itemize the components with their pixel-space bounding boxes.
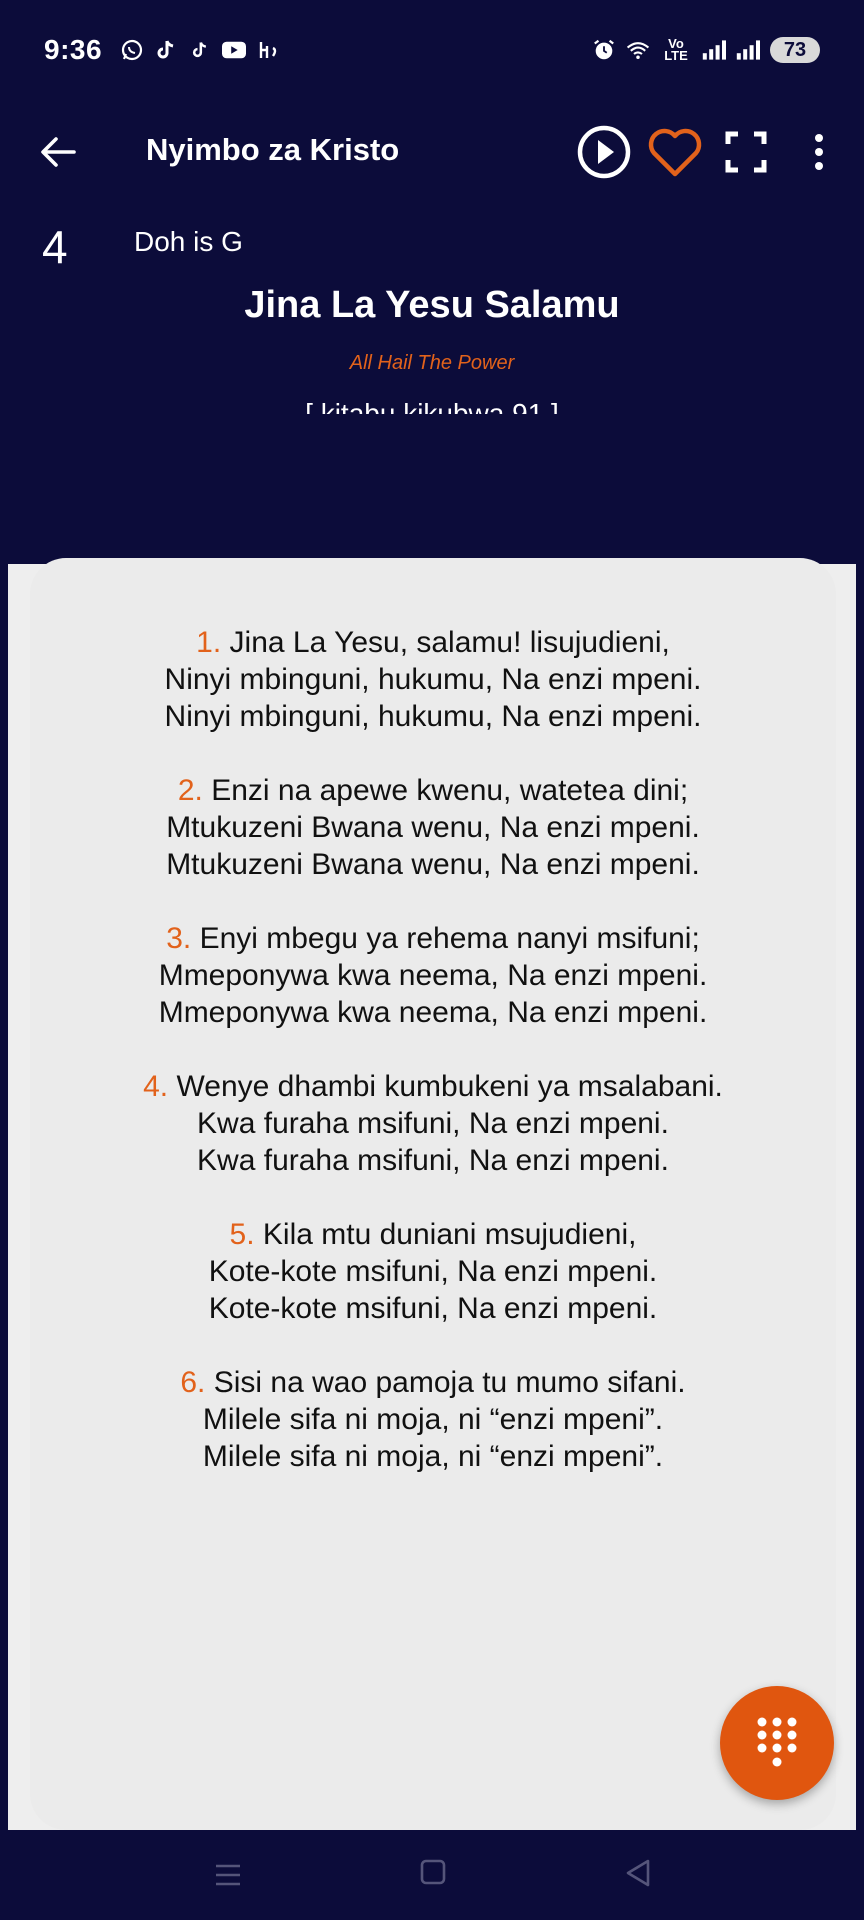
more-options-icon[interactable] bbox=[804, 130, 834, 174]
hymn-subtitle: All Hail The Power bbox=[349, 352, 515, 374]
system-nav-bar bbox=[0, 1830, 864, 1920]
alarm-icon bbox=[592, 38, 616, 62]
wifi-icon bbox=[626, 38, 650, 62]
nav-back-icon[interactable] bbox=[624, 1858, 652, 1888]
verse bbox=[30, 920, 836, 1031]
volte-indicator: Vo LTE bbox=[664, 36, 688, 63]
verse-line: Mmeponywa kwa neema, Na enzi mpeni. bbox=[158, 996, 708, 1029]
tiktok-icon bbox=[188, 38, 212, 62]
verse bbox=[30, 772, 836, 883]
verse-line: Sisi na wao pamoja tu mumo sifani. bbox=[213, 1366, 686, 1399]
verse-number: 4. bbox=[143, 1070, 169, 1103]
app-title: Nyimbo za Kristo bbox=[146, 132, 400, 167]
signal-icon bbox=[736, 38, 760, 62]
lyrics-card bbox=[30, 558, 836, 1830]
verse-line: Ninyi mbinguni, hukumu, Na enzi mpeni. bbox=[164, 700, 702, 733]
verse-number: 2. bbox=[177, 774, 203, 807]
status-time: 9:36 bbox=[44, 34, 103, 65]
verse-line: Mmeponywa kwa neema, Na enzi mpeni. bbox=[158, 959, 708, 992]
verse-line: Kote-kote msifuni, Na enzi mpeni. bbox=[208, 1255, 658, 1288]
system-status bbox=[592, 37, 820, 63]
fullscreen-icon[interactable] bbox=[724, 130, 768, 174]
verse-line: Jina La Yesu, salamu! lisujudieni, bbox=[229, 626, 670, 659]
verse-line: Enyi mbegu ya rehema nanyi msifuni; bbox=[199, 922, 700, 955]
verse-line: Milele sifa ni moja, ni “enzi mpeni”. bbox=[202, 1403, 664, 1436]
verse-line: Kote-kote msifuni, Na enzi mpeni. bbox=[208, 1292, 658, 1325]
notification-icons bbox=[120, 38, 280, 62]
verse bbox=[30, 1068, 836, 1179]
verse-line: Milele sifa ni moja, ni “enzi mpeni”. bbox=[202, 1440, 664, 1473]
youtube-icon bbox=[222, 38, 246, 62]
verse-line: Mtukuzeni Bwana wenu, Na enzi mpeni. bbox=[166, 848, 700, 881]
battery-indicator: 73 bbox=[770, 37, 820, 63]
app-bar bbox=[0, 110, 864, 196]
castbox-icon bbox=[256, 38, 280, 62]
content-background-top bbox=[8, 414, 856, 564]
home-icon[interactable] bbox=[420, 1858, 446, 1886]
verse bbox=[30, 624, 836, 735]
verse-number: 3. bbox=[166, 922, 192, 955]
favorite-heart-icon[interactable] bbox=[646, 124, 704, 180]
verse-line: Kwa furaha msifuni, Na enzi mpeni. bbox=[197, 1107, 669, 1140]
verse bbox=[30, 1364, 836, 1475]
verse bbox=[30, 1216, 836, 1327]
hymn-key: Doh is G bbox=[134, 226, 243, 257]
status-bar bbox=[0, 0, 864, 100]
dialpad-button[interactable] bbox=[720, 1686, 834, 1800]
verse-line: Mtukuzeni Bwana wenu, Na enzi mpeni. bbox=[166, 811, 700, 844]
play-icon[interactable] bbox=[576, 124, 632, 180]
verse-number: 5. bbox=[229, 1218, 255, 1251]
recent-apps-icon[interactable] bbox=[212, 1860, 244, 1890]
verse-line: Kila mtu duniani msujudieni, bbox=[262, 1218, 637, 1251]
signal-icon bbox=[702, 38, 726, 62]
whatsapp-icon bbox=[120, 38, 144, 62]
verse-line: Enzi na apewe kwenu, watetea dini; bbox=[211, 774, 689, 807]
tiktok-icon bbox=[154, 38, 178, 62]
verse-number: 1. bbox=[196, 626, 222, 659]
verse-line: Wenye dhambi kumbukeni ya msalabani. bbox=[176, 1070, 723, 1103]
dialpad-icon bbox=[752, 1714, 802, 1772]
verse-number: 6. bbox=[180, 1366, 206, 1399]
verse-line: Kwa furaha msifuni, Na enzi mpeni. bbox=[197, 1144, 669, 1177]
hymn-number: 4 bbox=[42, 221, 68, 273]
back-arrow-icon[interactable] bbox=[36, 130, 80, 174]
hymn-title: Jina La Yesu Salamu bbox=[244, 284, 620, 326]
verse-line: Ninyi mbinguni, hukumu, Na enzi mpeni. bbox=[164, 663, 702, 696]
